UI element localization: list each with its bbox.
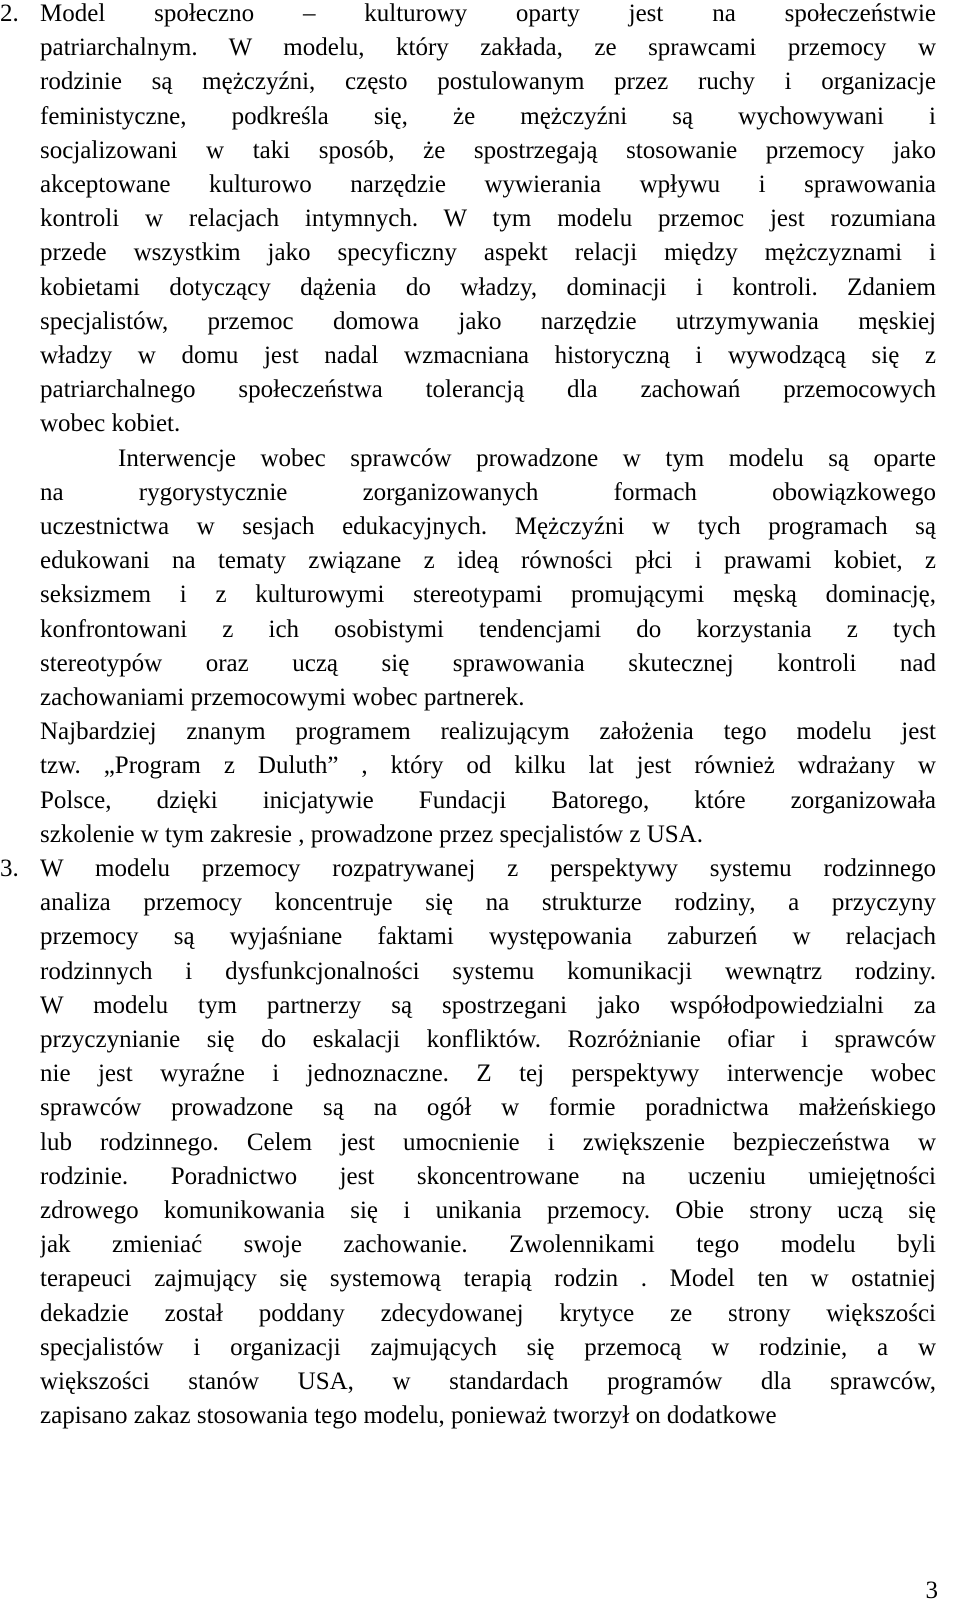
text-line: W modelu przemocy rozpatrywanej z perspektywy systemu rodzinnego <box>40 855 936 882</box>
text-line: seksizmem i z kulturowymi stereotypami promującymi męską dominację, <box>40 581 936 609</box>
text-line: analiza przemocy koncentruje się na strukturze rodziny, a przyczyny <box>40 889 936 917</box>
text-line: socjalizowani w taki sposób, że spostrzegają stosowanie przemocy jako <box>40 136 936 164</box>
list-marker: 3. <box>0 855 19 882</box>
text-line: Interwencje wobec sprawców prowadzone w tym modelu są oparte <box>118 444 936 472</box>
text-line: lub rodzinnego. Celem jest umocnienie i zwiększenie bezpieczeństwa w <box>40 1128 936 1156</box>
text-line: szkolenie w tym zakresie , prowadzone przez specjalistów z USA. <box>40 820 703 848</box>
text-line: kobietami dotyczący dążenia do władzy, dominacji i kontroli. Zdaniem <box>40 273 936 301</box>
text-line: specjalistów i organizacji zajmujących się przemocą w rodzinie, a w <box>40 1333 936 1361</box>
text-line: jak zmieniać swoje zachowanie. Zwolennikami tego modelu byli <box>40 1231 936 1259</box>
text-line: patriarchalnym. W modelu, który zakłada, ze sprawcami przemocy w <box>40 34 936 62</box>
text-line: Model społeczno – kulturowy oparty jest na społeczeństwie <box>40 0 936 27</box>
text-line: zapisano zakaz stosowania tego modelu, ponieważ tworzył on dodatkowe <box>40 1402 777 1430</box>
text-line: edukowani na tematy związane z ideą równości płci i prawami kobiet, z <box>40 547 936 575</box>
text-line: rodzinie są mężczyźni, często postulowanym przez ruchy i organizacje <box>40 68 936 96</box>
text-line: tzw. „Program z Duluth” , który od kilku lat jest również wdrażany w <box>40 752 936 780</box>
text-line: rodzinnych i dysfunkcjonalności systemu komunikacji wewnątrz rodziny. <box>40 957 936 985</box>
text-line: feministyczne, podkreśla się, że mężczyźni są wychowywani i <box>40 102 936 130</box>
text-line: kontroli w relacjach intymnych. W tym modelu przemoc jest rozumiana <box>40 205 936 233</box>
text-line: przyczynianie się do eskalacji konfliktów. Rozróżnianie ofiar i sprawców <box>40 1026 936 1053</box>
text-line: Polsce, dzięki inicjatywie Fundacji Batorego, które zorganizowała <box>40 786 936 814</box>
text-line: stereotypów oraz uczą się sprawowania skutecznej kontroli nad <box>40 649 936 677</box>
text-line: Najbardziej znanym programem realizującym założenia tego modelu jest <box>40 718 936 746</box>
text-line: konfrontowani z ich osobistymi tendencjami do korzystania z tych <box>40 615 936 643</box>
text-line: większości stanów USA, w standardach programów dla sprawców, <box>40 1368 936 1395</box>
text-line: patriarchalnego społeczeństwa tolerancją dla zachowań przemocowych <box>40 376 936 404</box>
text-line: zdrowego komunikowania się i unikania przemocy. Obie strony uczą się <box>40 1197 936 1224</box>
text-line: dekadzie został poddany zdecydowanej krytyce ze strony większości <box>40 1299 936 1327</box>
text-line: przede wszystkim jako specyficzny aspekt relacji między mężczyznami i <box>40 239 936 267</box>
text-line: W modelu tym partnerzy są spostrzegani jako współodpowiedzialni za <box>40 991 936 1019</box>
text-line: terapeuci zajmujący się systemową terapią rodzin . Model ten w ostatniej <box>40 1265 936 1293</box>
page-number: 3 <box>925 1577 938 1604</box>
text-line: specjalistów, przemoc domowa jako narzędzie utrzymywania męskiej <box>40 307 936 335</box>
text-line: na rygorystycznie zorganizowanych formach obowiązkowego <box>40 478 936 506</box>
text-line: rodzinie. Poradnictwo jest skoncentrowane na uczeniu umiejętności <box>40 1162 936 1190</box>
list-marker: 2. <box>0 0 19 27</box>
text-line: wobec kobiet. <box>40 410 181 438</box>
text-line: przemocy są wyjaśniane faktami występowania zaburzeń w relacjach <box>40 923 936 951</box>
text-line: zachowaniami przemocowymi wobec partnerek. <box>40 684 525 711</box>
text-line: uczestnictwa w sesjach edukacyjnych. Mężczyźni w tych programach są <box>40 513 936 540</box>
text-line: sprawców prowadzone są na ogół w formie poradnictwa małżeńskiego <box>40 1094 936 1122</box>
text-line: władzy w domu jest nadal wzmacniana historyczną i wywodzącą się z <box>40 342 936 369</box>
text-line: nie jest wyraźne i jednoznaczne. Z tej perspektywy interwencje wobec <box>40 1060 936 1088</box>
text-line: akceptowane kulturowo narzędzie wywierania wpływu i sprawowania <box>40 171 936 198</box>
